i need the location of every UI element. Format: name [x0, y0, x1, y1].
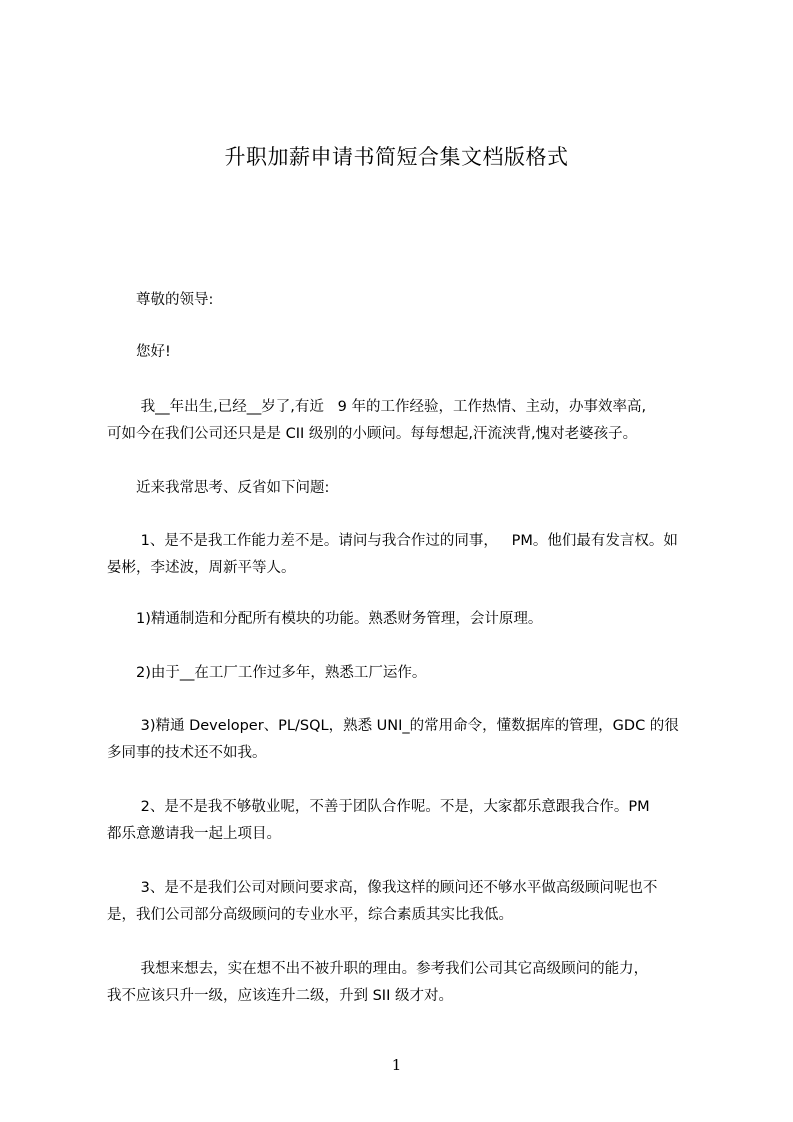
paragraph-line: 都乐意邀请我一起上项目。 — [107, 826, 281, 842]
paragraph-point-1 — [107, 606, 707, 633]
paragraph-point-2 — [107, 660, 707, 687]
document-title: 升职加薪申请书简短合集文档版格式 — [224, 145, 569, 169]
paragraph-line: 近来我常思考、反省如下问题: — [136, 480, 330, 496]
paragraph-line: 1、是不是我工作能力差不是。请问与我合作过的同事， PM。他们最有发言权。如 — [136, 533, 678, 549]
paragraph-line: 晏彬，李述波，周新平等人。 — [107, 560, 296, 576]
paragraph-question-1 — [107, 528, 707, 582]
paragraph-question-3 — [107, 875, 707, 929]
page-number: 1 — [391, 1056, 402, 1074]
paragraph-line: 是，我们公司部分高级顾问的专业水平，综合素质其实比我低。 — [107, 907, 513, 923]
paragraph-line: 1)精通制造和分配所有模块的功能。熟悉财务管理，会计原理。 — [136, 611, 543, 627]
paragraph-salutation — [107, 287, 707, 314]
paragraph-line: 3、是不是我们公司对顾问要求高，像我这样的顾问还不够水平做高级顾问呢也不 — [136, 880, 658, 896]
paragraph-introduction — [107, 394, 707, 448]
paragraph-line: 您好! — [136, 344, 171, 360]
paragraph-line: 尊敬的领导: — [136, 292, 214, 308]
paragraph-question-2 — [107, 794, 707, 848]
paragraph-reflection — [107, 475, 707, 502]
paragraph-line: 我想来想去，实在想不出不被升职的理由。参考我们公司其它高级顾问的能力， — [136, 961, 649, 977]
paragraph-line: 2、是不是我不够敬业呢，不善于团队合作呢。不是，大家都乐意跟我合作。PM — [136, 799, 650, 815]
paragraph-line: 2)由于__在工厂工作过多年，熟悉工厂运作。 — [136, 665, 427, 681]
paragraph-line: 多同事的技术还不如我。 — [107, 745, 267, 761]
paragraph-line: 我不应该只升一级，应该连升二级，升到 SII 级才对。 — [107, 988, 453, 1004]
paragraph-line: 我__年出生,已经__岁了,有近 9 年的工作经验，工作热情、主动，办事效率高, — [136, 399, 647, 415]
paragraph-conclusion — [107, 956, 707, 1010]
paragraph-line: 可如今在我们公司还只是是 CII 级别的小顾问。每每想起,汗流浃背,愧对老婆孩子。 — [107, 426, 638, 442]
paragraph-point-3 — [107, 713, 707, 767]
paragraph-line: 3)精通 Developer、PL/SQL，熟悉 UNI_的常用命令，懂数据库的管理，GDC 的很 — [136, 718, 679, 734]
paragraph-greeting — [107, 339, 707, 366]
